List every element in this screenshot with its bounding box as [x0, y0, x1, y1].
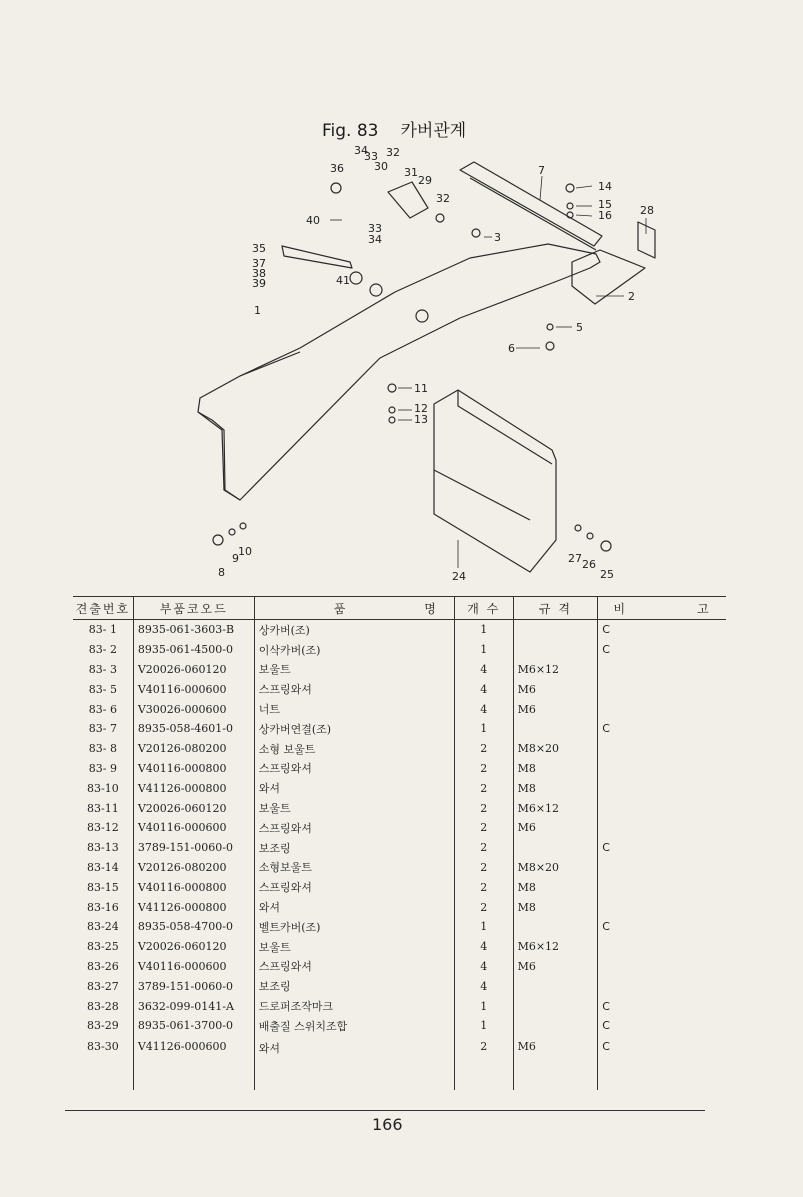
callout-label: 1	[254, 304, 261, 317]
cell-no: 83-28	[73, 996, 133, 1016]
callout-label: 8	[218, 566, 225, 579]
cell-name: 와셔	[254, 778, 454, 798]
cell-code: 3789-151-0060-0	[133, 976, 254, 996]
callout-label: 29	[418, 174, 432, 187]
page-number: 166	[372, 1115, 403, 1134]
cell-qty: 1	[454, 1016, 513, 1036]
cell-code: V30026-000600	[133, 699, 254, 719]
cell-no: 83- 5	[73, 679, 133, 699]
cell-note: C	[602, 1039, 610, 1053]
cell-code: 3632-099-0141-A	[133, 996, 254, 1016]
callout-label: 30	[374, 160, 388, 173]
cell-note	[598, 877, 726, 897]
cell-code: V41126-000800	[133, 897, 254, 917]
cell-qty: 4	[454, 679, 513, 699]
cell-spec: M6	[513, 818, 598, 838]
callout-label: 24	[452, 570, 466, 583]
cell-no: 83-29	[73, 1016, 133, 1036]
cell-no: 83-13	[73, 838, 133, 858]
cell-name: 보울트	[254, 937, 454, 957]
col-header-code: 부품코오드	[133, 597, 254, 620]
table-row	[73, 679, 726, 699]
callout-label: 36	[330, 162, 344, 175]
cell-code: V20026-060120	[133, 937, 254, 957]
cell-note	[598, 818, 726, 838]
cell-qty: 2	[454, 798, 513, 818]
cell-name: 스프링와셔	[254, 818, 454, 838]
callout-label: 34	[368, 233, 382, 246]
table-row	[73, 719, 726, 739]
cell-note	[598, 897, 726, 917]
callout-label: 34	[354, 144, 368, 157]
exploded-parts-drawing	[0, 140, 803, 590]
cell-code: 3789-151-0060-0	[133, 838, 254, 858]
table-row	[73, 917, 726, 937]
cell-note: C	[602, 1019, 610, 1033]
callout-label: 26	[582, 558, 596, 571]
callout-label: 15	[598, 198, 612, 211]
callout-label: 35	[252, 242, 266, 255]
col-header-note	[598, 597, 726, 620]
cell-note: C	[602, 920, 610, 934]
cell-no: 83- 3	[73, 660, 133, 680]
table-row	[73, 739, 726, 759]
cell-name: 너트	[254, 699, 454, 719]
cell-qty: 4	[454, 660, 513, 680]
cell-no: 83-12	[73, 818, 133, 838]
cell-name: 벨트카버(조)	[254, 917, 454, 937]
table-row	[73, 640, 726, 660]
callout-label: 33	[364, 150, 378, 163]
callout-label: 3	[494, 231, 501, 244]
cell-name: 소형 보울트	[254, 739, 454, 759]
cell-note: C	[602, 643, 610, 657]
table-row	[73, 818, 726, 838]
cell-note: C	[602, 841, 610, 855]
col-header-name-a: 품	[333, 601, 348, 616]
cell-note: C	[602, 722, 610, 736]
cell-qty: 1	[454, 640, 513, 660]
cell-name: 소형보울트	[254, 858, 454, 878]
col-header-qty: 개 수	[454, 597, 513, 620]
cell-spec: M6×12	[513, 937, 598, 957]
top-rail-shape	[460, 162, 602, 246]
cell-note	[598, 739, 726, 759]
bottom-divider	[65, 1110, 705, 1111]
cell-spec: M8×20	[513, 858, 598, 878]
col-header-name	[254, 597, 454, 620]
cell-code: V40116-000600	[133, 818, 254, 838]
cell-qty: 2	[454, 818, 513, 838]
callout-label: 37	[252, 257, 266, 270]
cell-code: V40116-000600	[133, 679, 254, 699]
callout-label: 32	[386, 146, 400, 159]
callout-label: 25	[600, 568, 614, 581]
cell-spec	[513, 719, 598, 739]
cell-name: 스프링와셔	[254, 679, 454, 699]
cell-code: V41126-000800	[133, 778, 254, 798]
cell-qty: 1	[454, 719, 513, 739]
cell-spec: M6	[513, 679, 598, 699]
cell-name: 스프링와셔	[254, 877, 454, 897]
cell-spec	[513, 838, 598, 858]
cell-note	[598, 976, 726, 996]
table-row	[73, 798, 726, 818]
cell-no: 83-26	[73, 957, 133, 977]
cell-no: 83-16	[73, 897, 133, 917]
col-header-no: 견출번호	[73, 597, 133, 620]
table-row	[73, 858, 726, 878]
parts-table	[73, 596, 726, 1090]
cell-name: 상카버연결(조)	[254, 719, 454, 739]
cell-spec: M6×12	[513, 660, 598, 680]
table-row	[73, 957, 726, 977]
cell-note	[598, 858, 726, 878]
cell-qty: 4	[454, 937, 513, 957]
cell-name: 와셔	[254, 1036, 454, 1090]
table-row	[73, 996, 726, 1016]
cell-code: V40116-000800	[133, 759, 254, 779]
cell-no: 83- 2	[73, 640, 133, 660]
callout-label: 16	[598, 209, 612, 222]
cell-name: 드로퍼조작마크	[254, 996, 454, 1016]
table-row	[73, 937, 726, 957]
callout-label: 38	[252, 267, 266, 280]
cell-qty: 2	[454, 897, 513, 917]
cell-no: 83- 6	[73, 699, 133, 719]
cell-no: 83- 9	[73, 759, 133, 779]
table-row	[73, 759, 726, 779]
cell-no: 83-24	[73, 917, 133, 937]
callout-label: 14	[598, 180, 612, 193]
cell-note	[598, 937, 726, 957]
cell-code: V20126-080200	[133, 739, 254, 759]
callout-labels	[218, 144, 654, 583]
callout-label: 28	[640, 204, 654, 217]
table-header-row	[73, 597, 726, 620]
table-row	[73, 660, 726, 680]
cell-no: 83- 8	[73, 739, 133, 759]
cell-note: C	[602, 999, 610, 1013]
callout-label: 31	[404, 166, 418, 179]
cell-spec: M8	[513, 759, 598, 779]
cell-code: V20026-060120	[133, 798, 254, 818]
table-row	[73, 1036, 726, 1090]
callout-label: 7	[538, 164, 545, 177]
cell-no: 83-25	[73, 937, 133, 957]
callout-label: 39	[252, 277, 266, 290]
table-row	[73, 976, 726, 996]
cell-name: 이삭카버(조)	[254, 640, 454, 660]
col-header-note-a: 비	[613, 601, 628, 616]
cell-code: 8935-058-4700-0	[133, 917, 254, 937]
cell-spec: M6	[513, 699, 598, 719]
cell-qty: 2	[454, 877, 513, 897]
cell-no: 83- 1	[73, 620, 133, 640]
cell-code: V20026-060120	[133, 660, 254, 680]
label-plate-shape	[638, 222, 655, 258]
callout-label: 41	[336, 274, 350, 287]
parts-table-container	[73, 596, 726, 1090]
table-row	[73, 1016, 726, 1036]
cell-name: 보조링	[254, 838, 454, 858]
col-header-spec: 규 격	[513, 597, 598, 620]
cell-no: 83-27	[73, 976, 133, 996]
cell-code: V20126-080200	[133, 858, 254, 878]
belt-cover-shape	[434, 390, 556, 572]
callout-label: 13	[414, 413, 428, 426]
figure-title	[322, 116, 466, 141]
cell-spec	[513, 996, 598, 1016]
cell-spec: M6	[513, 1036, 598, 1090]
figure-caption: 카버관계	[400, 121, 467, 141]
cell-spec: M8	[513, 778, 598, 798]
cell-qty: 2	[454, 838, 513, 858]
cell-code: 8935-061-3700-0	[133, 1016, 254, 1036]
cell-qty: 2	[454, 739, 513, 759]
cell-spec: M8×20	[513, 739, 598, 759]
cell-note	[598, 759, 726, 779]
table-row	[73, 778, 726, 798]
cell-spec	[513, 620, 598, 640]
callout-label: 10	[238, 545, 252, 558]
cell-code: 8935-058-4601-0	[133, 719, 254, 739]
callout-label: 6	[508, 342, 515, 355]
cell-no: 83-15	[73, 877, 133, 897]
callout-label: 12	[414, 402, 428, 415]
callout-label: 33	[368, 222, 382, 235]
cell-no: 83-14	[73, 858, 133, 878]
cell-name: 상카버(조)	[254, 620, 454, 640]
lever-shape	[282, 246, 352, 268]
cell-note	[598, 798, 726, 818]
cell-name: 배출질 스위치조합	[254, 1016, 454, 1036]
cell-name: 와셔	[254, 897, 454, 917]
cell-no: 83-10	[73, 778, 133, 798]
col-header-name-b: 명	[424, 601, 438, 616]
cell-name: 스프링와셔	[254, 957, 454, 977]
cell-name: 보울트	[254, 798, 454, 818]
cell-name: 스프링와셔	[254, 759, 454, 779]
cell-qty: 1	[454, 917, 513, 937]
cell-spec: M6	[513, 957, 598, 977]
cell-code: V40116-000600	[133, 957, 254, 977]
cell-name: 보울트	[254, 660, 454, 680]
cell-qty: 2	[454, 759, 513, 779]
table-row	[73, 699, 726, 719]
callout-label: 32	[436, 192, 450, 205]
cell-no: 83-30	[73, 1036, 133, 1090]
table-row	[73, 877, 726, 897]
callout-label: 9	[232, 552, 239, 565]
callout-label: 27	[568, 552, 582, 565]
cell-qty: 4	[454, 976, 513, 996]
cell-qty: 2	[454, 1036, 513, 1090]
cell-spec: M6×12	[513, 798, 598, 818]
cell-note	[598, 699, 726, 719]
cell-no: 83- 7	[73, 719, 133, 739]
cell-note	[598, 660, 726, 680]
cell-note	[598, 957, 726, 977]
cell-qty: 1	[454, 996, 513, 1016]
cell-name: 보조링	[254, 976, 454, 996]
cell-spec: M8	[513, 897, 598, 917]
col-header-note-b: 고	[697, 601, 711, 616]
cell-note	[598, 679, 726, 699]
cell-no: 83-11	[73, 798, 133, 818]
cell-code: V40116-000800	[133, 877, 254, 897]
callout-label: 5	[576, 321, 583, 334]
cell-spec	[513, 917, 598, 937]
figure-number: Fig. 83	[322, 121, 379, 141]
cell-qty: 1	[454, 620, 513, 640]
cell-qty: 4	[454, 699, 513, 719]
callout-label: 2	[628, 290, 635, 303]
cell-spec	[513, 976, 598, 996]
cell-code: V41126-000600	[133, 1036, 254, 1090]
table-row	[73, 838, 726, 858]
cell-qty: 4	[454, 957, 513, 977]
cell-spec	[513, 640, 598, 660]
callout-label: 40	[306, 214, 320, 227]
callout-label: 11	[414, 382, 428, 395]
table-row	[73, 897, 726, 917]
cell-spec: M8	[513, 877, 598, 897]
cell-qty: 2	[454, 858, 513, 878]
cell-note: C	[602, 623, 610, 637]
cell-code: 8935-061-4500-0	[133, 640, 254, 660]
cell-qty: 2	[454, 778, 513, 798]
cell-spec	[513, 1016, 598, 1036]
cell-code: 8935-061-3603-B	[133, 620, 254, 640]
cell-note	[598, 778, 726, 798]
table-row	[73, 620, 726, 640]
